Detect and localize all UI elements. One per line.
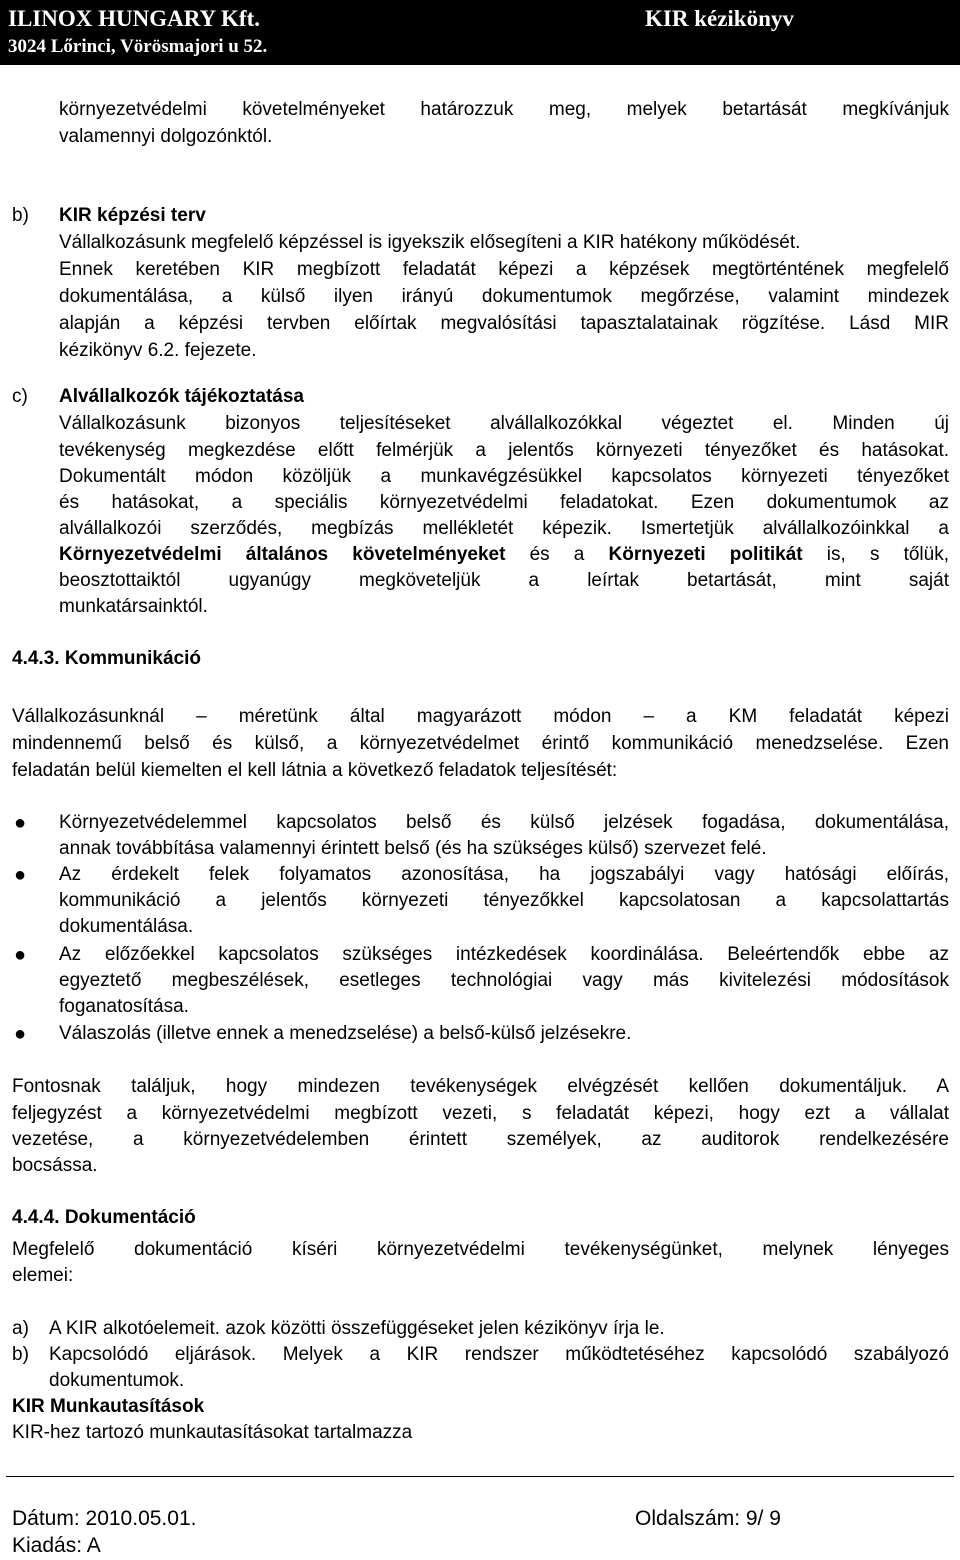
paragraph-line: feljegyzést a környezetvédelmi megbízott vezeti, s feladatát képezi, hogy ezt a vállalat xyxy=(12,1103,949,1124)
list-item-line: Az érdekelt felek folyamatos azonosítása, ha jogszabályi vagy hatósági előírás, xyxy=(59,864,949,885)
section-c-marker: c) xyxy=(12,386,28,407)
footer-divider xyxy=(6,1476,954,1477)
footer-date: Dátum: 2010.05.01. xyxy=(12,1507,197,1530)
company-address: 3024 Lőrinci, Vörösmajori u 52. xyxy=(8,36,268,57)
bullet-icon: ● xyxy=(14,1023,27,1045)
section-b-line: kézikönyv 6.2. fejezete. xyxy=(59,340,257,361)
section-c-line: Dokumentált módon közöljük a munkavégzésükkel kapcsolatos környezeti tényezőket xyxy=(59,466,949,487)
section-c-line xyxy=(59,542,949,568)
tail-text: is, s tőlük, xyxy=(802,544,949,565)
list-item-line: Válaszolás (illetve ennek a menedzselése) a belső-külső jelzésekre. xyxy=(59,1023,632,1044)
company-name: ILINOX HUNGARY Kft. xyxy=(8,6,260,31)
footer-edition: Kiadás: A xyxy=(12,1534,101,1557)
section-b-marker: b) xyxy=(12,205,29,226)
paragraph-line: KIR-hez tartozó munkautasításokat tartalmazza xyxy=(12,1422,413,1443)
list-item-line: egyeztető megbeszélések, esetleges technológiai vagy más kivitelezési módosítások xyxy=(59,970,949,991)
section-c-title: Alvállalkozók tájékoztatása xyxy=(59,386,304,407)
paragraph-line: bocsássa. xyxy=(12,1155,98,1176)
footer-page-number: Oldalszám: 9/ 9 xyxy=(635,1507,781,1530)
section-b-line: dokumentálása, a külső ilyen irányú dokumentumok megőrzése, valamint mindezek xyxy=(59,286,949,307)
section-heading: 4.4.4. Dokumentáció xyxy=(12,1207,196,1228)
item-marker: a) xyxy=(12,1318,29,1339)
section-c-line: tevékenység megkezdése előtt felmérjük a jelentős környezeti tényezőket és hatásokat. xyxy=(59,440,949,461)
list-item-line: Az előzőekkel kapcsolatos szükséges intézkedések koordinálása. Beleértendők ebbe az xyxy=(59,944,949,965)
paragraph-line: Megfelelő dokumentáció kíséri környezetvédelmi tevékenységünket, melynek lényeges xyxy=(12,1239,949,1260)
paragraph-line: vezetése, a környezetvédelemben érintett személyek, az auditorok rendelkezésére xyxy=(12,1129,949,1150)
list-item-line: dokumentumok. xyxy=(49,1370,185,1391)
section-c-line: beosztottaiktól ugyanúgy megköveteljük a leírtak betartását, mint saját xyxy=(59,570,949,591)
paragraph-line: Fontosnak találjuk, hogy mindezen tevékenységek elvégzését kellően dokumentáljuk. A xyxy=(12,1076,949,1097)
item-marker: b) xyxy=(12,1344,29,1365)
bullet-icon: ● xyxy=(14,944,27,966)
section-b-line: Ennek keretében KIR megbízott feladatát képezi a képzések megtörténtének megfelelő xyxy=(59,259,949,280)
list-item-line: foganatosítása. xyxy=(59,996,189,1017)
intro-line: környezetvédelmi követelményeket határozzuk meg, melyek betartását megkívánjuk xyxy=(59,99,949,120)
bullet-icon: ● xyxy=(14,812,27,834)
bold-term: Környezetvédelmi általános követelményeket xyxy=(59,544,506,565)
section-b-line: alapján a képzési tervben előírtak megvalósítási tapasztalatainak rögzítése. Lásd MIR xyxy=(59,313,949,334)
intro-line: valamennyi dolgozónktól. xyxy=(59,126,273,147)
bullet-icon: ● xyxy=(14,864,27,886)
section-c-line: és hatásokat, a speciális környezetvédelmi feladatokat. Ezen dokumentumok az xyxy=(59,492,949,513)
paragraph-line: elemei: xyxy=(12,1265,74,1286)
list-item-line: Kapcsolódó eljárások. Melyek a KIR rendszer működtetéséhez kapcsolódó szabályozó xyxy=(49,1344,949,1365)
sub-heading: KIR Munkautasítások xyxy=(12,1396,205,1417)
section-b-title: KIR képzési terv xyxy=(59,205,206,226)
section-c-line: alvállalkozói szerződés, megbízás mellékletét képezik. Ismertetjük alvállalkozóinkkal a xyxy=(59,518,949,539)
bold-term: Környezeti politikát xyxy=(608,544,803,565)
paragraph-line: feladatán belül kiemelten el kell látnia a következő feladatok teljesítését: xyxy=(12,760,618,781)
section-heading: 4.4.3. Kommunikáció xyxy=(12,648,202,669)
section-b-line: Vállalkozásunk megfelelő képzéssel is igyekszik elősegíteni a KIR hatékony működését. xyxy=(59,232,801,253)
document-title: KIR kézikönyv xyxy=(645,6,794,31)
list-item-line: kommunikáció a jelentős környezeti tényezőkkel kapcsolatosan a kapcsolattartás xyxy=(59,890,949,911)
connector-text: és a xyxy=(505,544,609,565)
section-c-line: Vállalkozásunk bizonyos teljesítéseket alvállalkozókkal végeztet el. Minden új xyxy=(59,413,949,434)
section-c-line: munkatársainktól. xyxy=(59,596,208,617)
page-header xyxy=(0,0,960,65)
paragraph-line: Vállalkozásunknál – méretünk által magyarázott módon – a KM feladatát képezi xyxy=(12,706,949,727)
list-item-line: annak továbbítása valamennyi érintett belső (és ha szükséges külső) szervezet felé. xyxy=(59,838,767,859)
list-item-line: dokumentálása. xyxy=(59,916,194,937)
list-item-line: A KIR alkotóelemeit. azok közötti összefüggéseket jelen kézikönyv írja le. xyxy=(49,1318,665,1339)
list-item-line: Környezetvédelemmel kapcsolatos belső és külső jelzések fogadása, dokumentálása, xyxy=(59,812,949,833)
paragraph-line: mindennemű belső és külső, a környezetvédelmet érintő kommunikáció menedzselése. Ezen xyxy=(12,733,949,754)
